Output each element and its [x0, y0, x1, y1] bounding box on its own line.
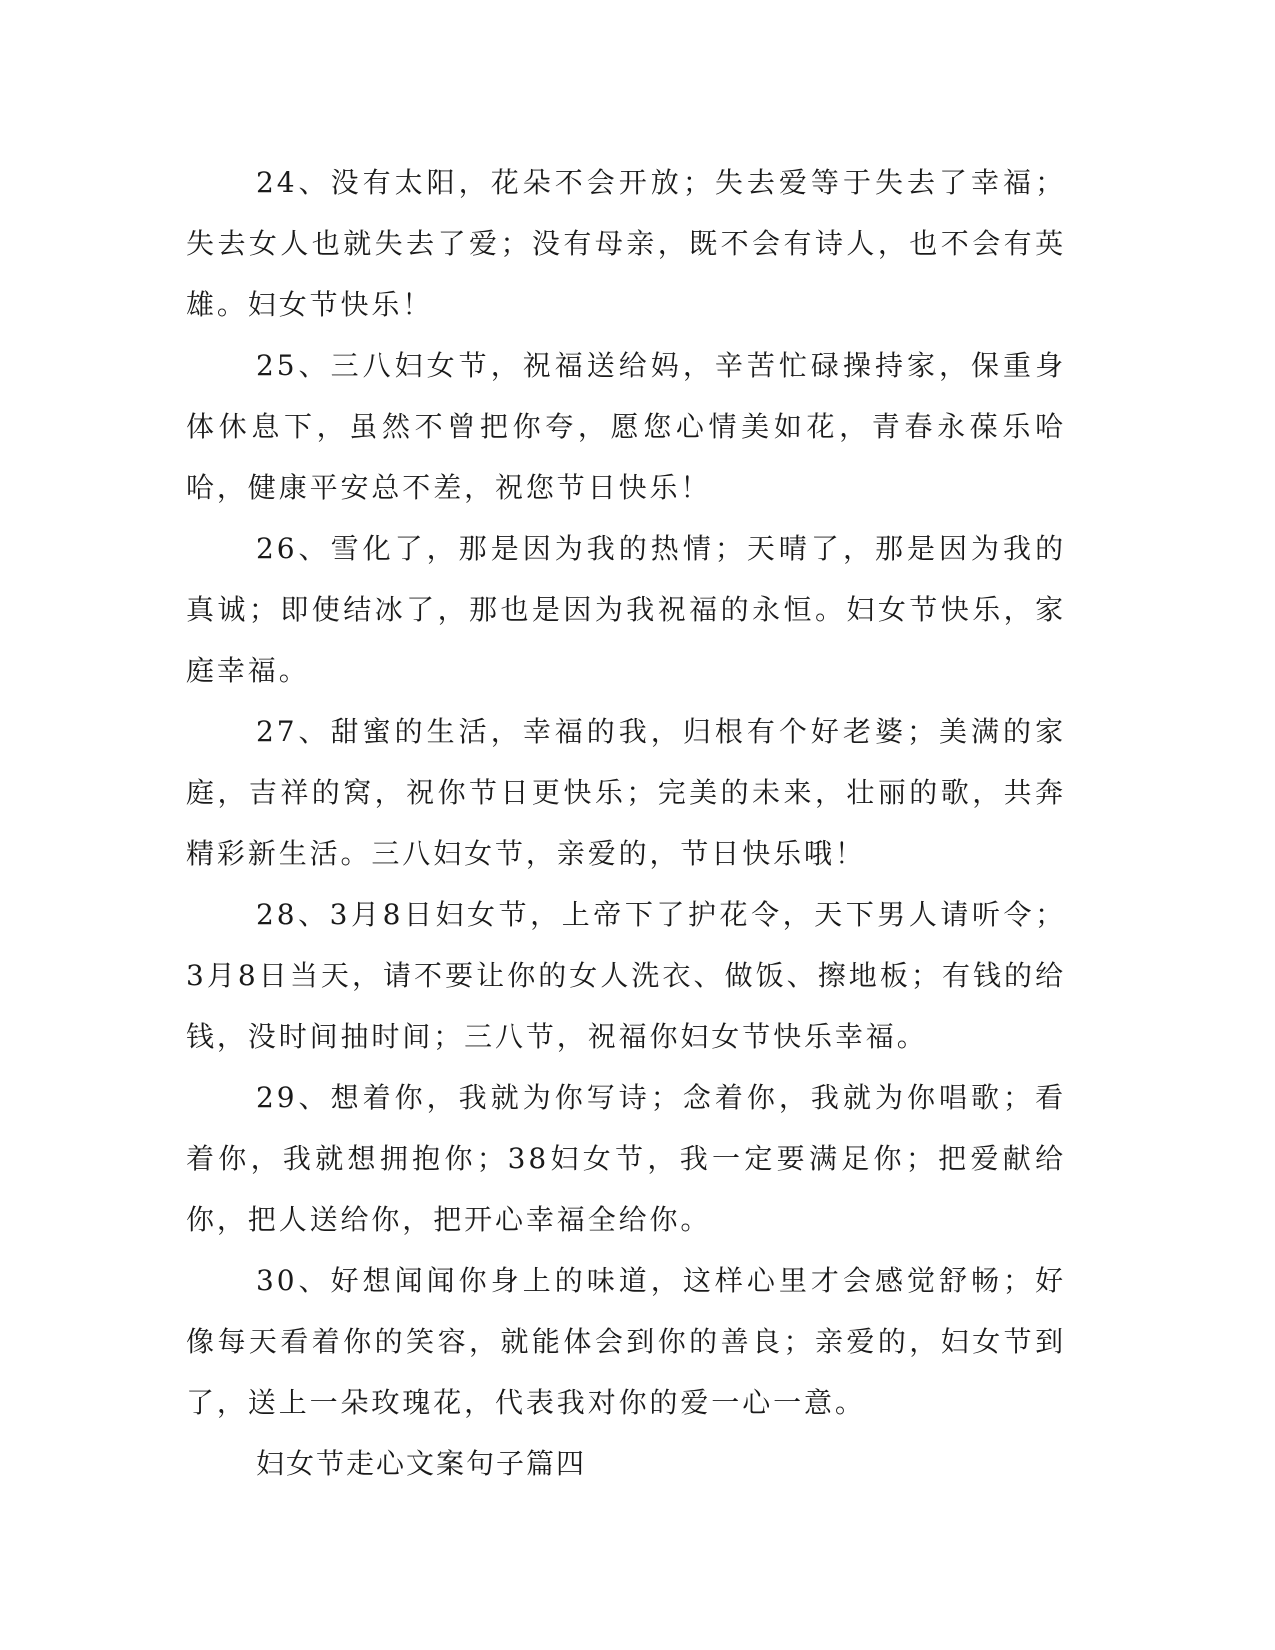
section-heading: 妇女节走心文案句子篇四	[256, 1447, 587, 1480]
paragraph-26: 26、雪化了，那是因为我的热情；天晴了，那是因为我的真诚；即使结冰了，那也是因为我祝福的永恒。妇女节快乐，家庭幸福。	[186, 532, 1066, 687]
paragraph-28: 28、3月8日妇女节，上帝下了护花令，天下男人请听令；3月8日当天，请不要让你的女人洗衣、做饭、擦地板；有钱的给钱，没时间抽时间；三八节，祝福你妇女节快乐幸福。	[186, 898, 1066, 1053]
paragraph-29: 29、想着你，我就为你写诗；念着你，我就为你唱歌；看着你，我就想拥抱你；38妇女节，我一定要满足你；把爱献给你，把人送给你，把开心幸福全给你。	[186, 1081, 1066, 1236]
paragraph-30: 30、好想闻闻你身上的味道，这样心里才会感觉舒畅；好像每天看着你的笑容，就能体会到你的善良；亲爱的，妇女节到了，送上一朵玫瑰花，代表我对你的爱一心一意。	[186, 1264, 1066, 1419]
document-body	[186, 152, 1066, 1494]
paragraph-25: 25、三八妇女节，祝福送给妈，辛苦忙碌操持家，保重身体休息下，虽然不曾把你夸，愿您心情美如花，青春永葆乐哈哈，健康平安总不差，祝您节日快乐！	[186, 349, 1066, 504]
paragraph-24: 24、没有太阳，花朵不会开放；失去爱等于失去了幸福；失去女人也就失去了爱；没有母亲，既不会有诗人，也不会有英雄。妇女节快乐！	[186, 166, 1066, 321]
paragraph-27: 27、甜蜜的生活，幸福的我，归根有个好老婆；美满的家庭，吉祥的窝，祝你节日更快乐；完美的未来，壮丽的歌，共奔精彩新生活。三八妇女节，亲爱的，节日快乐哦！	[186, 715, 1066, 870]
